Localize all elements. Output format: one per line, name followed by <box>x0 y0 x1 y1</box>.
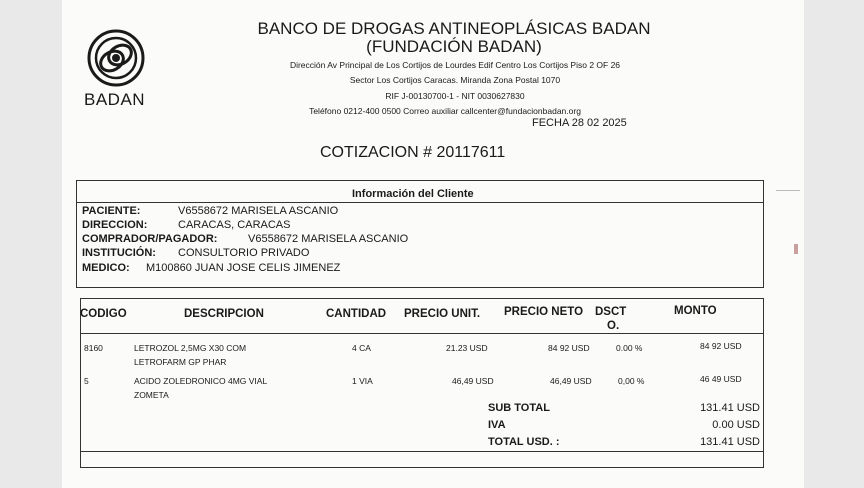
client-value: V6558672 MARISELA ASCANIO <box>178 205 339 217</box>
org-subtitle: (FUNDACIÓN BADAN) <box>366 37 542 56</box>
client-section-title: Información del Cliente <box>352 188 474 200</box>
table-header-divider <box>81 333 763 334</box>
col-header-monto: MONTO <box>674 305 717 317</box>
subtotal-value: 131.41 USD <box>700 402 760 414</box>
subtotal-label: SUB TOTAL <box>488 402 550 414</box>
client-value: V6558672 MARISELA ASCANIO <box>248 233 409 245</box>
col-header-descripcion: DESCRIPCION <box>184 308 264 320</box>
cell-descripcion: ACIDO ZOLEDRONICO 4MG VIAL <box>134 376 268 386</box>
address-line-2: Sector Los Cortijos Caracas. Miranda Zona Postal 1070 <box>349 75 561 85</box>
cell-codigo: 8160 <box>84 343 103 353</box>
cell-precio-neto: 46,49 USD <box>550 376 592 386</box>
badan-logo-icon <box>86 28 146 88</box>
quote-number: COTIZACION # 20117611 <box>320 144 506 161</box>
address-line-1: Dirección Av Principal de Los Cortijos de Lourdes Edif Centro Los Cortijos Piso 2 OF 26 <box>289 60 621 70</box>
cell-precio-unit: 21.23 USD <box>446 343 488 353</box>
client-label: INSTITUCIÓN: <box>82 247 156 259</box>
table-footer-divider <box>81 451 763 452</box>
client-row <box>82 247 310 259</box>
total-value: 131.41 USD <box>700 436 760 448</box>
client-header-divider <box>77 202 763 203</box>
cell-cantidad: 1 VIA <box>352 376 373 386</box>
scan-mark <box>776 190 800 191</box>
cell-precio-neto: 84 92 USD <box>548 343 590 353</box>
cell-cantidad: 4 CA <box>352 343 371 353</box>
client-row <box>82 205 339 217</box>
client-value: CONSULTORIO PRIVADO <box>178 247 310 259</box>
cell-precio-unit: 46,49 USD <box>452 376 494 386</box>
client-row <box>82 219 291 231</box>
cell-monto: 84 92 USD <box>700 341 742 351</box>
col-header-dsct: DSCT <box>595 306 627 318</box>
org-title <box>254 20 654 56</box>
client-label: COMPRADOR/PAGADOR: <box>82 233 218 245</box>
cell-codigo: 5 <box>84 376 89 386</box>
rif-nit: RIF J-00130700-1 - NIT 0030627830 <box>385 91 525 101</box>
col-header-cantidad: CANTIDAD <box>326 308 387 320</box>
cell-dsct: 0,00 % <box>618 376 645 386</box>
cell-descripcion: LETROZOL 2,5MG X30 COM <box>134 343 247 353</box>
cell-monto: 46 49 USD <box>700 374 742 384</box>
client-value: CARACAS, CARACAS <box>178 219 291 231</box>
phone-email: Teléfono 0212-400 0500 Correo auxiliar callcenter@fundacionbadan.org <box>309 106 581 116</box>
cell-dsct: 0.00 % <box>616 343 643 353</box>
org-name: BANCO DE DROGAS ANTINEOPLÁSICAS BADAN <box>257 19 651 38</box>
total-label: TOTAL USD. : <box>488 436 560 448</box>
col-header-dsct-cont: O. <box>607 320 620 332</box>
client-label: PACIENTE: <box>82 205 141 217</box>
client-row <box>82 233 409 245</box>
date: FECHA 28 02 2025 <box>532 117 627 129</box>
cell-descripcion-2: ZOMETA <box>134 390 169 400</box>
client-label: MEDICO: <box>82 262 130 274</box>
client-value: M100860 JUAN JOSE CELIS JIMENEZ <box>146 262 341 274</box>
col-header-precio-unit: PRECIO UNIT. <box>404 308 481 320</box>
iva-value: 0.00 USD <box>712 419 760 431</box>
client-label: DIRECCION: <box>82 219 148 231</box>
col-header-codigo: CODIGO <box>80 308 127 320</box>
iva-label: IVA <box>488 419 506 431</box>
scan-mark <box>794 244 798 254</box>
cell-descripcion-2: LETROFARM GP PHAR <box>134 357 227 367</box>
logo-text: BADAN <box>84 90 146 109</box>
client-row <box>82 262 341 274</box>
col-header-precio-neto: PRECIO NETO <box>504 306 584 318</box>
